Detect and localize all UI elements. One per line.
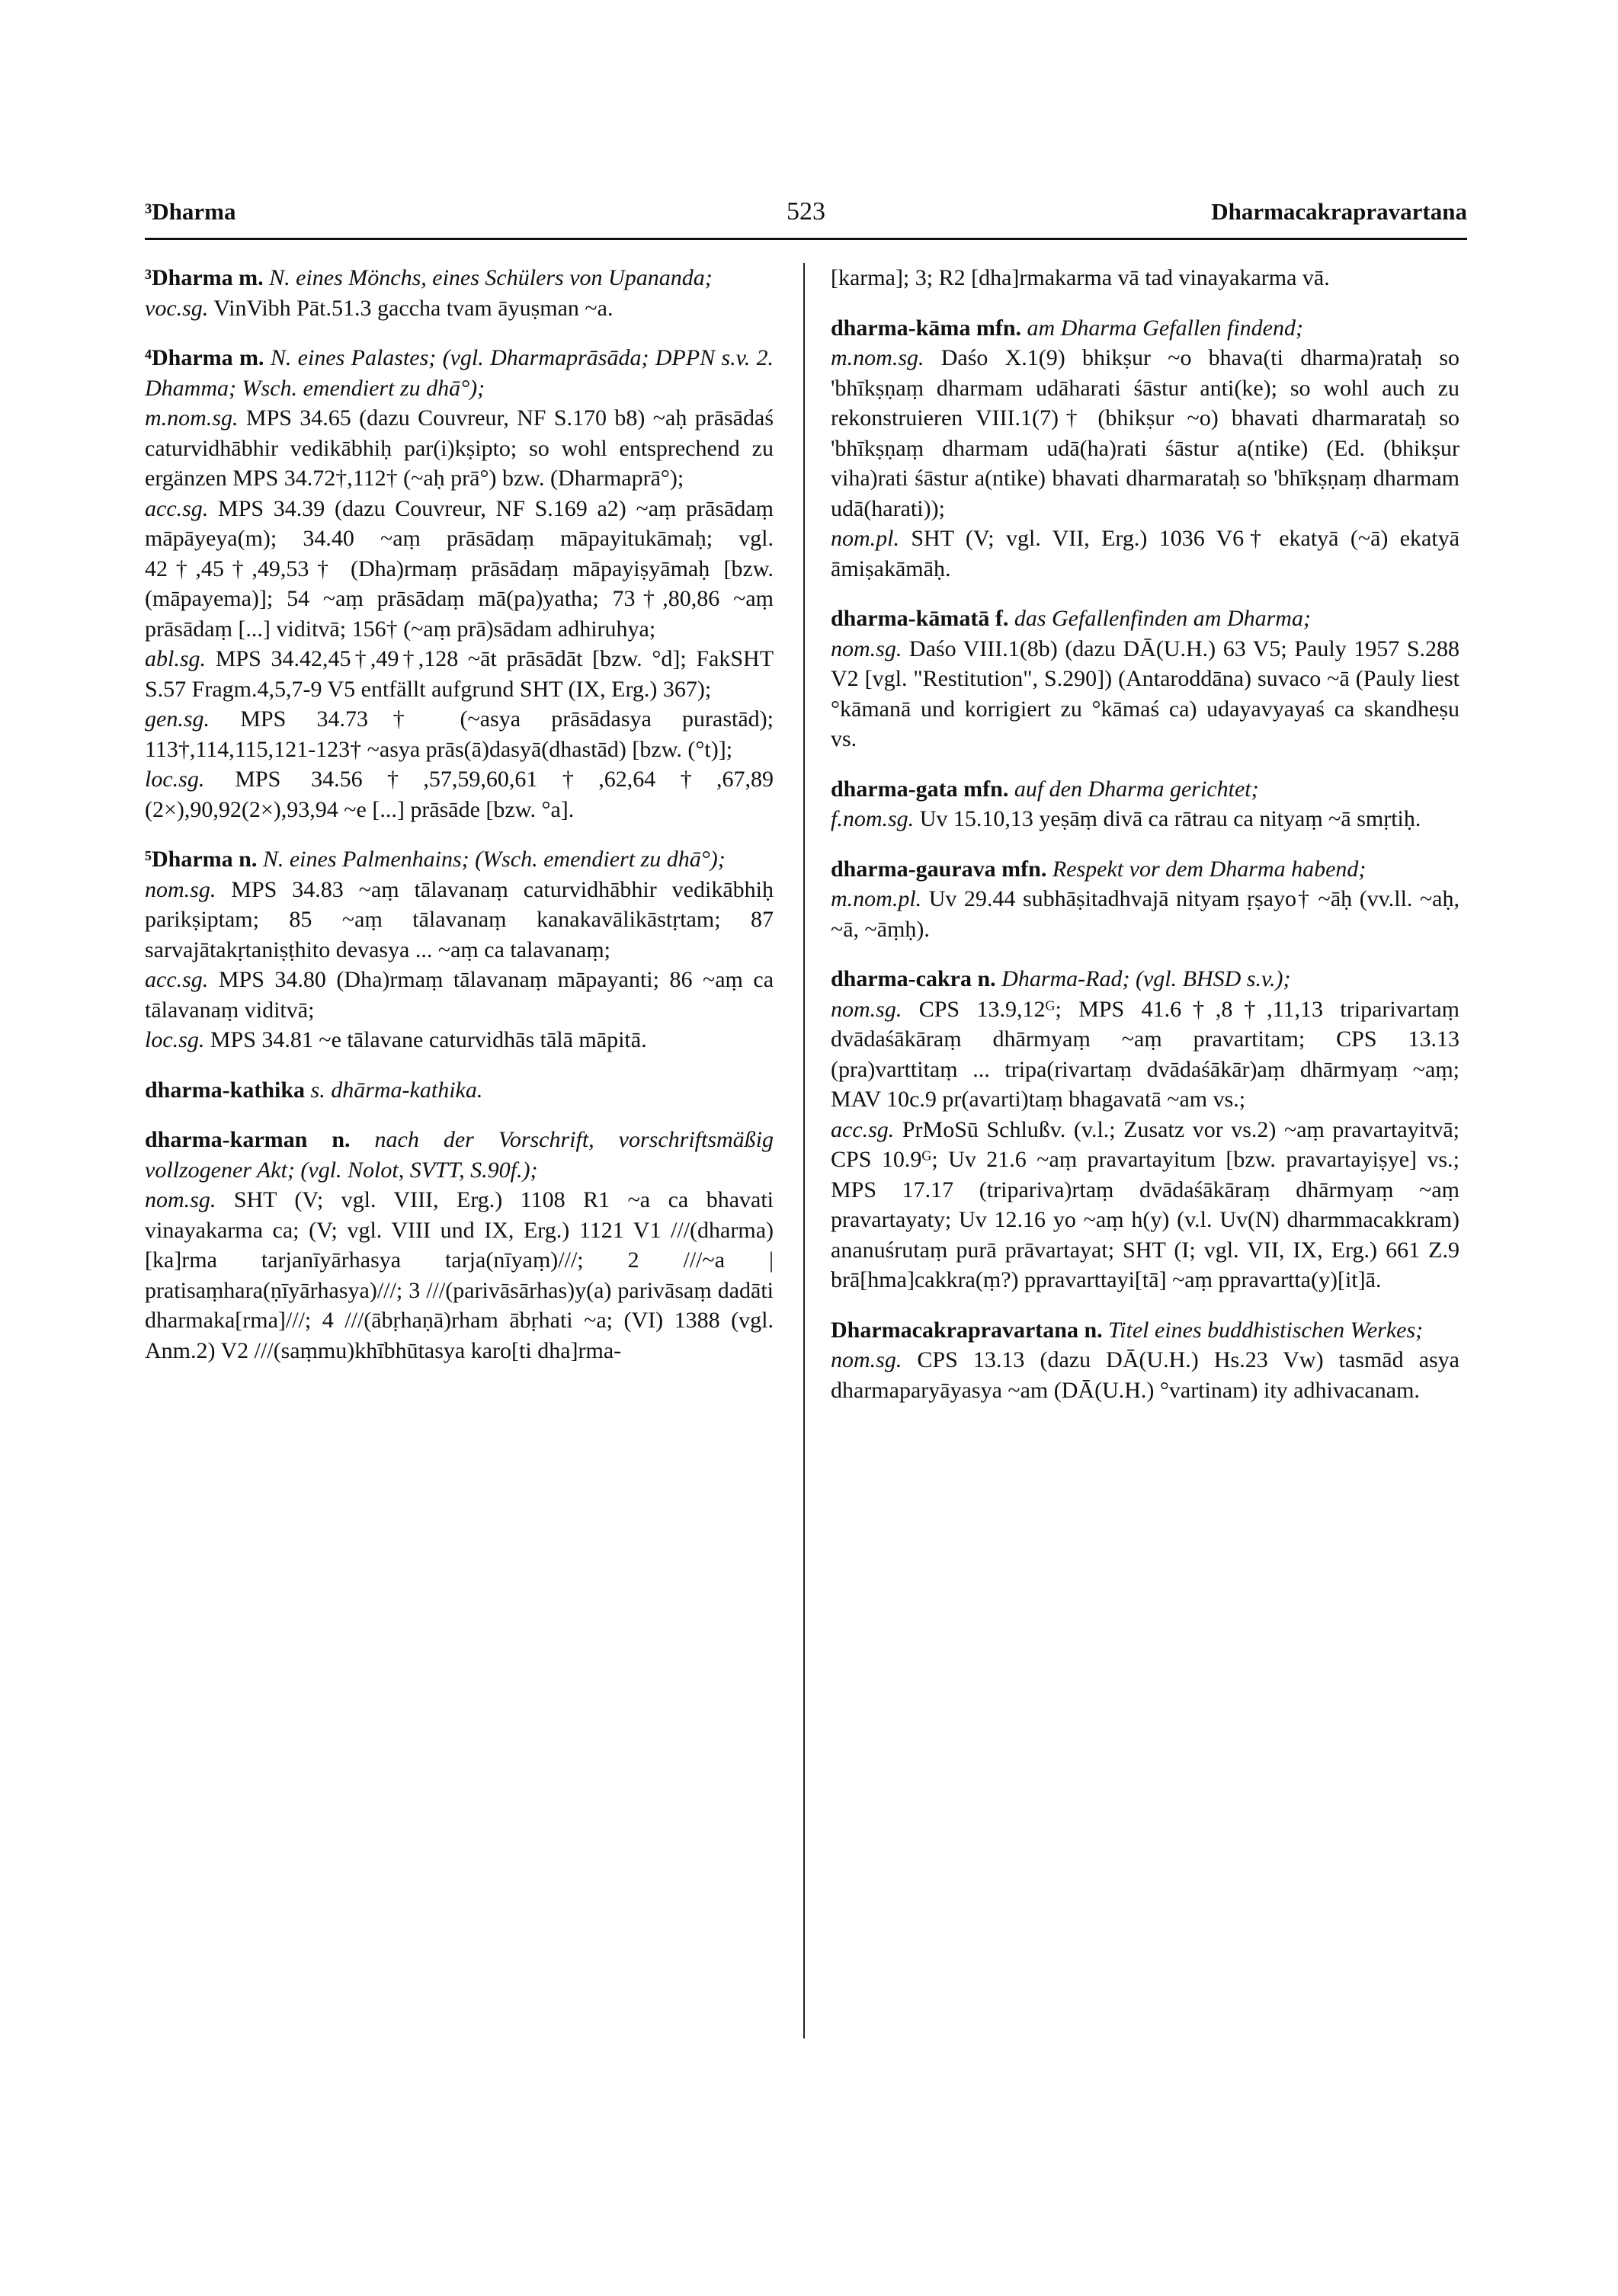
dictionary-entry [831, 1315, 1459, 1406]
entry-heading [831, 774, 1459, 805]
citation-line [831, 634, 1459, 754]
entry-heading [145, 844, 774, 875]
dictionary-entry [831, 854, 1459, 945]
dictionary-entry [831, 774, 1459, 834]
grammar-label: m.nom.sg. [831, 345, 924, 370]
entry-heading [831, 604, 1459, 634]
citation-line [145, 293, 774, 324]
citation-text: Daśo VIII.1(8b) (dazu DĀ(U.H.) 63 V5; Pauly 1957 S.288 V2 [vgl. "Restitution", S.290]) (Antaroddāna) suvaco ~ā (Pauly liest °kāmanā und korrigiert zu °kāmaś ca) udayavyayaś ca skandheṣu vs. [831, 636, 1460, 751]
grammar-label: acc.sg. [145, 967, 209, 992]
entry-heading [145, 1125, 774, 1185]
entry-heading [831, 854, 1459, 885]
citation-text: MPS 34.73† (~asya prāsādasya purastād); 113†,114,115,121-123† ~asya prās(ā)dasyā(dhastād) [bzw. (°t)]; [145, 706, 774, 762]
citation-line [145, 403, 774, 494]
grammar-label: f.nom.sg. [831, 806, 915, 831]
definition: Titel eines buddhistischen Werkes; [1108, 1317, 1424, 1343]
definition: N. eines Mönchs, eines Schülers von Upananda; [269, 265, 713, 290]
citation-text: VinVibh Pāt.51.3 gaccha tvam āyuṣman ~a. [213, 295, 614, 321]
definition: N. eines Palmenhains; (Wsch. emendiert zu dhā°); [262, 847, 726, 872]
headword: dharma-gata mfn. [831, 776, 1009, 802]
citation-text: MPS 34.39 (dazu Couvreur, NF S.169 a2) ~aṃ prāsādaṃ māpāyeya(m); 34.40 ~aṃ prāsādaṃ māpayitukāmaḥ; vgl. 42†,45†,49,53† (Dha)rmaṃ prāsādaṃ māpayiṣyāmaḥ [bzw. (māpayema)]; 54 ~aṃ prāsādaṃ mā(pa)yatha; 73†,80,86 ~aṃ prāsādaṃ [...] viditvā; 156† (~aṃ prā)sādam adhiruhya; [145, 495, 774, 642]
citation-line [145, 1185, 774, 1366]
citation-line [831, 524, 1459, 584]
citation-line [831, 994, 1459, 1115]
headword: Dharmacakrapravartana n. [831, 1317, 1103, 1343]
definition: auf den Dharma gerichtet; [1014, 776, 1259, 802]
grammar-label: acc.sg. [831, 1116, 895, 1142]
grammar-label: voc.sg. [145, 295, 209, 321]
citation-text: Uv 15.10,13 yeṣāṃ divā ca rātrau ca nityaṃ ~ā smṛtiḥ. [919, 806, 1421, 831]
dictionary-entry [145, 263, 774, 323]
citation-text: MPS 34.81 ~e tālavane caturvidhās tālā māpitā. [210, 1027, 647, 1052]
grammar-label: loc.sg. [145, 1027, 205, 1052]
entry-heading [831, 1315, 1459, 1346]
definition: das Gefallenfinden am Dharma; [1014, 606, 1311, 631]
dictionary-entry [145, 844, 774, 1055]
grammar-label: loc.sg. [145, 767, 205, 792]
dictionary-entry [145, 1075, 774, 1106]
citation-text: SHT (V; vgl. VII, Erg.) 1036 V6† ekatyā (~ā) ekatyā āmiṣakāmāḥ. [831, 526, 1460, 581]
grammar-label: nom.sg. [145, 876, 216, 902]
dictionary-entry [145, 1125, 774, 1366]
grammar-label: acc.sg. [145, 495, 209, 521]
citation-line [831, 343, 1459, 524]
citation-line [145, 494, 774, 645]
citation-text: MPS 34.80 (Dha)rmaṃ tālavanaṃ māpayanti; 86 ~aṃ ca tālavanaṃ viditvā; [145, 967, 774, 1023]
headword: dharma-gaurava mfn. [831, 856, 1047, 882]
citation-text: Daśo X.1(9) bhikṣur ~o bhava(ti dharma)rataḥ so 'bhīkṣṇaṃ dharmam udāharati śāstur anti(ke); so wohl auch zu rekonstruieren VIII.1(7)† (bhikṣur ~o) bhavati dharmarataḥ so 'bhīkṣṇaṃ dharmam udā(ha)rati śāstur a(ntike) (Ed. (bhikṣur viha)rati śāstur a(ntike) bhavati dharmarataḥ so 'bhīkṣṇaṃ dharmam udā(harati)); [831, 345, 1460, 521]
definition: Dharma-Rad; (vgl. BHSD s.v.); [1001, 966, 1291, 991]
header-rule [145, 238, 1467, 240]
grammar-label: nom.sg. [831, 996, 902, 1022]
right-column [831, 263, 1459, 1425]
grammar-label: nom.sg. [831, 1347, 902, 1372]
headword: ⁵Dharma n. [145, 847, 258, 872]
grammar-label: abl.sg. [145, 646, 207, 671]
citation-text: Uv 29.44 subhāṣitadhvajā nityam ṛṣayo† ~āḥ (vv.ll. ~aḥ, ~ā, ~āṃḥ). [831, 886, 1459, 942]
headword: ⁴Dharma m. [145, 345, 264, 370]
dictionary-entry [831, 313, 1459, 584]
dictionary-entry [145, 343, 774, 825]
citation-text: PrMoSū Schlußv. (v.l.; Zusatz vor vs.2) ~aṃ pravartayitvā; CPS 10.9ᴳ; Uv 21.6 ~aṃ pravartayitum [bzw. pravartayiṣye] vs.; MPS 17.17 (tripariva)rtaṃ dvādaśākāraṃ dhārmyaṃ ~aṃ pravartayaty; Uv 12.16 yo ~aṃ h(y) (v.l. Uv(N) dharmmacakkram) ananuśrutaṃ purā prāvartayat; SHT (I; vgl. VII, IX, Erg.) 661 Z.9 brā[hma]cakkra(ṃ?) ppravarttayi[tā] ~aṃ ppravartta(y)[it]ā. [831, 1116, 1460, 1292]
dictionary-entry [831, 604, 1459, 754]
citation-text: CPS 13.9,12ᴳ; MPS 41.6†,8†,11,13 triparivartaṃ dvādaśākāraṃ dhārmyaṃ ~aṃ pravartitam; CPS 13.13 (pra)varttitaṃ ... tripa(rivartaṃ dvādaśākār)aṃ dhārmyaṃ ~aṃ; MAV 10c.9 pr(avarti)taṃ bhagavatā ~am vs.; [831, 996, 1460, 1112]
headword: dharma-karman n. [145, 1127, 351, 1152]
definition: am Dharma Gefallen findend; [1027, 315, 1303, 341]
grammar-label: m.nom.pl. [831, 886, 922, 911]
definition: s. dhārma-kathika. [310, 1077, 483, 1103]
header-left-headword: ³Dharma [145, 198, 236, 225]
citation-line [145, 965, 774, 1025]
citation-line [831, 804, 1459, 834]
citation-line [145, 764, 774, 825]
citation-text: [karma]; 3; R2 [dha]rmakarma vā tad vinayakarma vā. [831, 265, 1330, 290]
citation-text: CPS 13.13 (dazu DĀ(U.H.) Hs.23 Vw) tasmād asya dharmaparyāyasya ~am (DĀ(U.H.) °vartinam) ity adhivacanam. [831, 1347, 1459, 1403]
left-column [145, 263, 774, 1385]
grammar-label: nom.sg. [831, 636, 902, 661]
citation-line [831, 263, 1459, 293]
entry-heading [831, 313, 1459, 344]
dictionary-entry [831, 263, 1459, 293]
citation-text: SHT (V; vgl. VIII, Erg.) 1108 R1 ~a ca bhavati vinayakarma ca; (V; vgl. VIII und IX, Erg.) 1121 V1 ///(dharma)[ka]rma tarjanīyārhasya tarja(nīyaṃ)///; 2 ///~a | pratisaṃhara(ṇīyārhasya)///; 3 ///(parivāsārhas)y(a) parivāsaṃ dadāti dharmaka[rma]///; 4 ///(ābṛhaṇā)rham ābṛhati ~a; (VI) 1388 (vgl. Anm.2) V2 ///(saṃmu)khībhūtasya karo[ti dha]rma- [145, 1187, 774, 1363]
grammar-label: gen.sg. [145, 706, 210, 732]
page-header [145, 197, 1467, 242]
grammar-label: m.nom.sg. [145, 405, 239, 431]
citation-line [145, 644, 774, 704]
citation-line [831, 1115, 1459, 1295]
definition: N. eines Palastes; (vgl. Dharmaprāsāda; DPPN s.v. 2. Dhamma; Wsch. emendiert zu dhā°); [145, 345, 774, 401]
header-right-headword: Dharmacakrapravartana [1211, 198, 1467, 225]
headword: dharma-kathika [145, 1077, 306, 1103]
citation-line [831, 884, 1459, 944]
citation-line [145, 875, 774, 965]
citation-text: MPS 34.83 ~aṃ tālavanaṃ caturvidhābhir vedikābhiḥ parikṣiptam; 85 ~aṃ tālavanaṃ kanakavālikāstṛtam; 87 sarvajātakṛtaniṣṭhito devasya ... ~aṃ ca talavanaṃ; [145, 876, 774, 962]
headword: dharma-cakra n. [831, 966, 996, 991]
entry-heading [145, 1075, 774, 1106]
headword: ³Dharma m. [145, 265, 264, 290]
column-divider [803, 263, 805, 2038]
headword: dharma-kāmatā f. [831, 606, 1009, 631]
entry-heading [831, 964, 1459, 994]
citation-text: MPS 34.42,45†,49†,128 ~āt prāsādāt [bzw. °d]; FakSHT S.57 Fragm.4,5,7-9 V5 entfällt aufgrund SHT (IX, Erg.) 367); [145, 646, 774, 702]
definition: Respekt vor dem Dharma habend; [1052, 856, 1366, 882]
citation-line [831, 1345, 1459, 1405]
dictionary-entry [831, 964, 1459, 1295]
entry-heading [145, 263, 774, 293]
citation-text: MPS 34.65 (dazu Couvreur, NF S.170 b8) ~aḥ prāsādaś caturvidhābhir vedikābhiḥ par(i)kṣipto; so wohl entsprechend zu ergänzen MPS 34.72†,112† (~aḥ prā°) bzw. (Dharmaprā°); [145, 405, 774, 491]
citation-line [145, 1025, 774, 1055]
headword: dharma-kāma mfn. [831, 315, 1022, 341]
entry-heading [145, 343, 774, 403]
citation-text: MPS 34.56†,57,59,60,61†,62,64†,67,89 (2×),90,92(2×),93,94 ~e [...] prāsāde [bzw. °a]. [145, 767, 774, 822]
definition: nach der Vorschrift, vorschriftsmäßig vollzogener Akt; (vgl. Nolot, SVTT, S.90f.); [145, 1127, 774, 1183]
grammar-label: nom.pl. [831, 526, 899, 551]
page-number: 523 [787, 197, 825, 226]
grammar-label: nom.sg. [145, 1187, 216, 1212]
citation-line [145, 704, 774, 764]
